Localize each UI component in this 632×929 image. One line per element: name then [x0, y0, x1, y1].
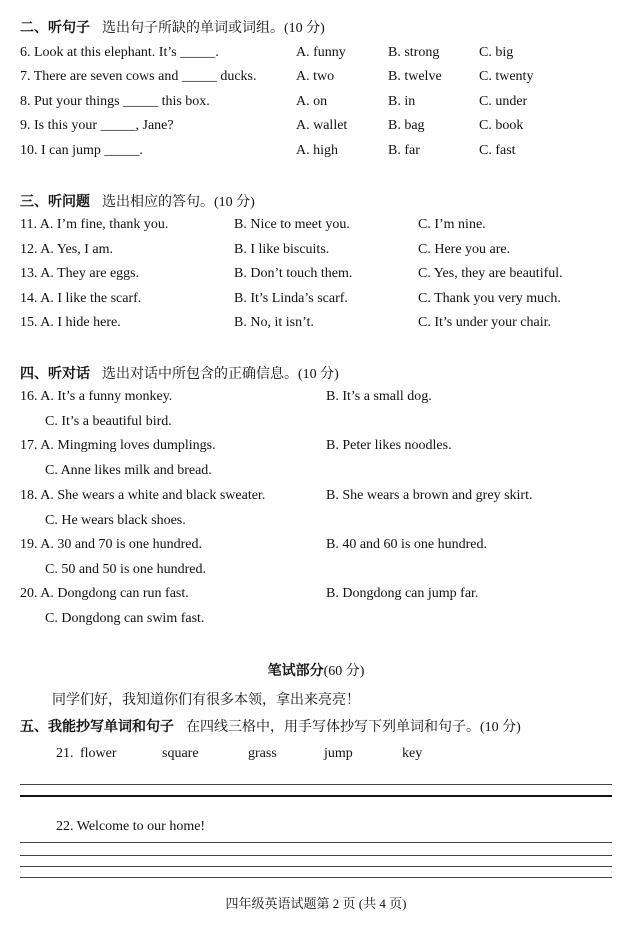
answer-option: A. wallet: [296, 118, 348, 133]
written-part-title: [0, 660, 632, 680]
answer-option: A. on: [296, 94, 328, 109]
answer-option: B. It’s a small dog.: [326, 389, 432, 404]
answer-option: 20. A. Dongdong can run fast.: [20, 586, 189, 601]
answer-option: C. book: [479, 118, 524, 133]
copy-word: jump: [324, 746, 353, 761]
answer-option: B. bag: [388, 118, 425, 133]
answer-option: B. 40 and 60 is one hundred.: [326, 537, 487, 552]
section-4-instruction: 选出对话中所包含的正确信息。(10 分): [102, 367, 339, 382]
answer-option: B. in: [388, 94, 416, 109]
answer-option: C. Thank you very much.: [418, 291, 561, 306]
answer-option: B. far: [388, 143, 420, 158]
answer-option: C. 50 and 50 is one hundred.: [45, 562, 206, 577]
answer-option: B. I like biscuits.: [234, 242, 330, 257]
answer-option: 13. A. They are eggs.: [20, 266, 140, 281]
answer-option: 11. A. I’m fine, thank you.: [20, 217, 169, 232]
writing-line: [20, 866, 612, 867]
answer-option: C. I’m nine.: [418, 217, 486, 232]
answer-option: B. Don’t touch them.: [234, 266, 353, 281]
answer-option: 16. A. It’s a funny monkey.: [20, 389, 173, 404]
section-4-title: 四、听对话: [20, 366, 90, 382]
answer-option: B. It’s Linda’s scarf.: [234, 291, 348, 306]
writing-line: [20, 842, 612, 843]
copy-word: square: [162, 746, 199, 761]
writing-line: [20, 855, 612, 856]
question-text: 10. I can jump _____.: [20, 143, 143, 158]
answer-option: B. strong: [388, 45, 440, 60]
page-footer: 四年级英语试题第 2 页 (共 4 页): [225, 896, 407, 911]
answer-option: C. big: [479, 45, 514, 60]
question-text: 7. There are seven cows and _____ ducks.: [20, 69, 257, 84]
answer-option: C. He wears black shoes.: [45, 513, 186, 528]
section-2-title: 二、听句子: [20, 20, 90, 36]
section-3-title: 三、听问题: [20, 194, 90, 210]
writing-baseline: [20, 795, 612, 797]
answer-option: 15. A. I hide here.: [20, 315, 121, 330]
question-22-sentence: 22. Welcome to our home!: [56, 819, 206, 834]
answer-option: C. It’s under your chair.: [418, 315, 551, 330]
answer-option: B. She wears a brown and grey skirt.: [326, 488, 533, 503]
answer-option: C. Here you are.: [418, 242, 511, 257]
copy-word: flower: [80, 746, 117, 761]
answer-option: C. Anne likes milk and bread.: [45, 463, 212, 478]
answer-option: B. Peter likes noodles.: [326, 438, 452, 453]
written-part-label: 笔试部分: [267, 663, 324, 679]
copy-word: key: [402, 746, 423, 761]
answer-option: B. Dongdong can jump far.: [326, 586, 479, 601]
answer-option: A. high: [296, 143, 338, 158]
encouragement-text: 同学们好，我知道你们有很多本领，拿出来亮亮！: [52, 693, 360, 708]
answer-option: C. fast: [479, 143, 516, 158]
section-4-heading: [20, 363, 339, 383]
section-3-heading: [20, 191, 255, 211]
answer-option: C. It’s a beautiful bird.: [45, 414, 172, 429]
copy-word: grass: [248, 746, 277, 761]
question-text: 8. Put your things _____ this box.: [20, 94, 210, 109]
question-text: 6. Look at this elephant. It’s _____.: [20, 45, 219, 60]
answer-option: 19. A. 30 and 70 is one hundred.: [20, 537, 202, 552]
written-part-score: (60 分): [323, 664, 365, 679]
question-21-number: 21.: [56, 746, 74, 761]
question-text: 9. Is this your _____, Jane?: [20, 118, 174, 133]
section-5-heading: [20, 716, 521, 736]
answer-option: 12. A. Yes, I am.: [20, 242, 113, 257]
answer-option: C. twenty: [479, 69, 534, 84]
section-5-title: 五、我能抄写单词和句子: [20, 719, 174, 735]
section-3-instruction: 选出相应的答句。(10 分): [102, 195, 255, 210]
section-2-heading: [20, 17, 325, 37]
answer-option: C. Yes, they are beautiful.: [418, 266, 563, 281]
answer-option: C. Dongdong can swim fast.: [45, 611, 205, 626]
writing-line: [20, 784, 612, 785]
answer-option: A. funny: [296, 45, 346, 60]
answer-option: B. twelve: [388, 69, 442, 84]
answer-option: C. under: [479, 94, 528, 109]
section-5-instruction: 在四线三格中，用手写体抄写下列单词和句子。(10 分): [186, 720, 521, 735]
writing-line: [20, 877, 612, 878]
answer-option: B. Nice to meet you.: [234, 217, 350, 232]
answer-option: B. No, it isn’t.: [234, 315, 314, 330]
section-2-instruction: 选出句子所缺的单词或词组。(10 分): [102, 21, 325, 36]
answer-option: A. two: [296, 69, 335, 84]
answer-option: 14. A. I like the scarf.: [20, 291, 142, 306]
answer-option: 17. A. Mingming loves dumplings.: [20, 438, 216, 453]
answer-option: 18. A. She wears a white and black sweater.: [20, 488, 266, 503]
